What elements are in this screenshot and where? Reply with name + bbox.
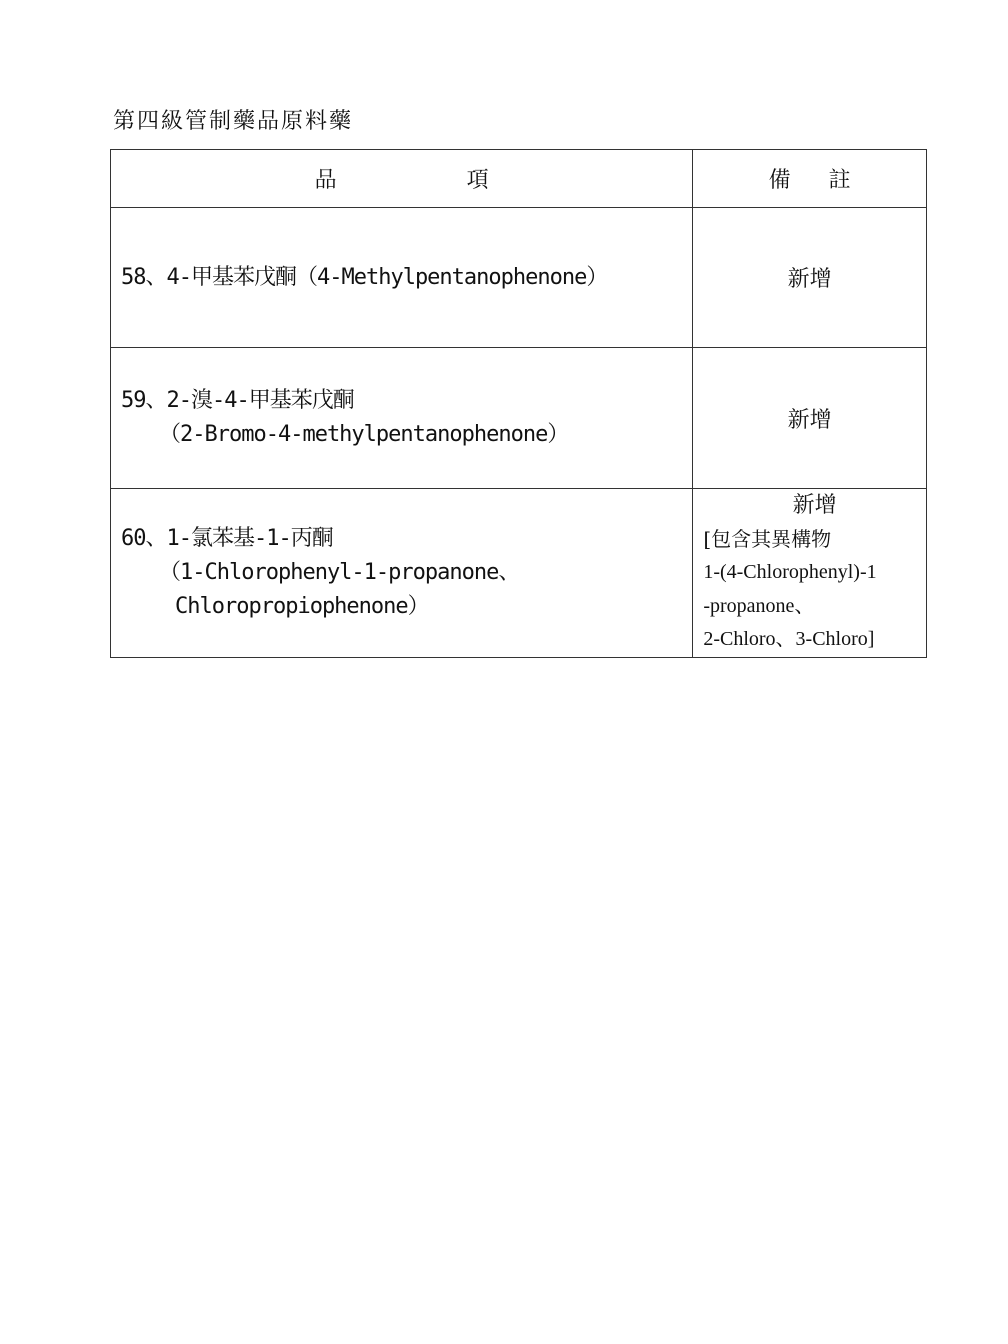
note-cell: 新增 <box>693 208 927 348</box>
table-row <box>111 489 927 658</box>
header-note-a: 備 <box>768 168 791 193</box>
note-cell: 新增 <box>693 348 927 489</box>
item-name: 60、1-氯苯基-1-丙酮 <box>121 526 333 551</box>
header-note <box>693 150 927 208</box>
table-row <box>111 208 927 348</box>
note-line: -propanone、 <box>703 594 815 617</box>
item-english-name: （1-Chlorophenyl-1-propanone、 <box>159 560 520 585</box>
header-note-b: 註 <box>828 168 851 193</box>
table-header-row <box>111 150 927 208</box>
item-cell <box>111 489 693 658</box>
header-item-a: 品 <box>314 168 337 193</box>
note-line: [包含其異構物 <box>703 526 832 551</box>
item-cell <box>111 208 693 348</box>
item-english-name-2: Chloropropiophenone） <box>175 594 429 619</box>
item-cell <box>111 348 693 489</box>
page-title: 第四級管制藥品原料藥 <box>113 109 354 134</box>
item-english-name: （2-Bromo-4-methylpentanophenone） <box>159 422 569 447</box>
note-cell <box>693 489 927 658</box>
item-name: 59、2-溴-4-甲基苯戊酮 <box>121 388 354 413</box>
raw-materials-table <box>110 149 927 658</box>
note-line: 2-Chloro、3-Chloro] <box>703 628 875 650</box>
item-name: 58、4-甲基苯戊酮（4-Methylpentanophenone） <box>121 264 608 290</box>
note-status: 新增 <box>792 493 837 518</box>
header-item-b: 項 <box>466 168 489 193</box>
header-item <box>111 150 693 208</box>
note-line: 1-(4-Chlorophenyl)-1 <box>703 561 877 583</box>
table-row <box>111 348 927 489</box>
